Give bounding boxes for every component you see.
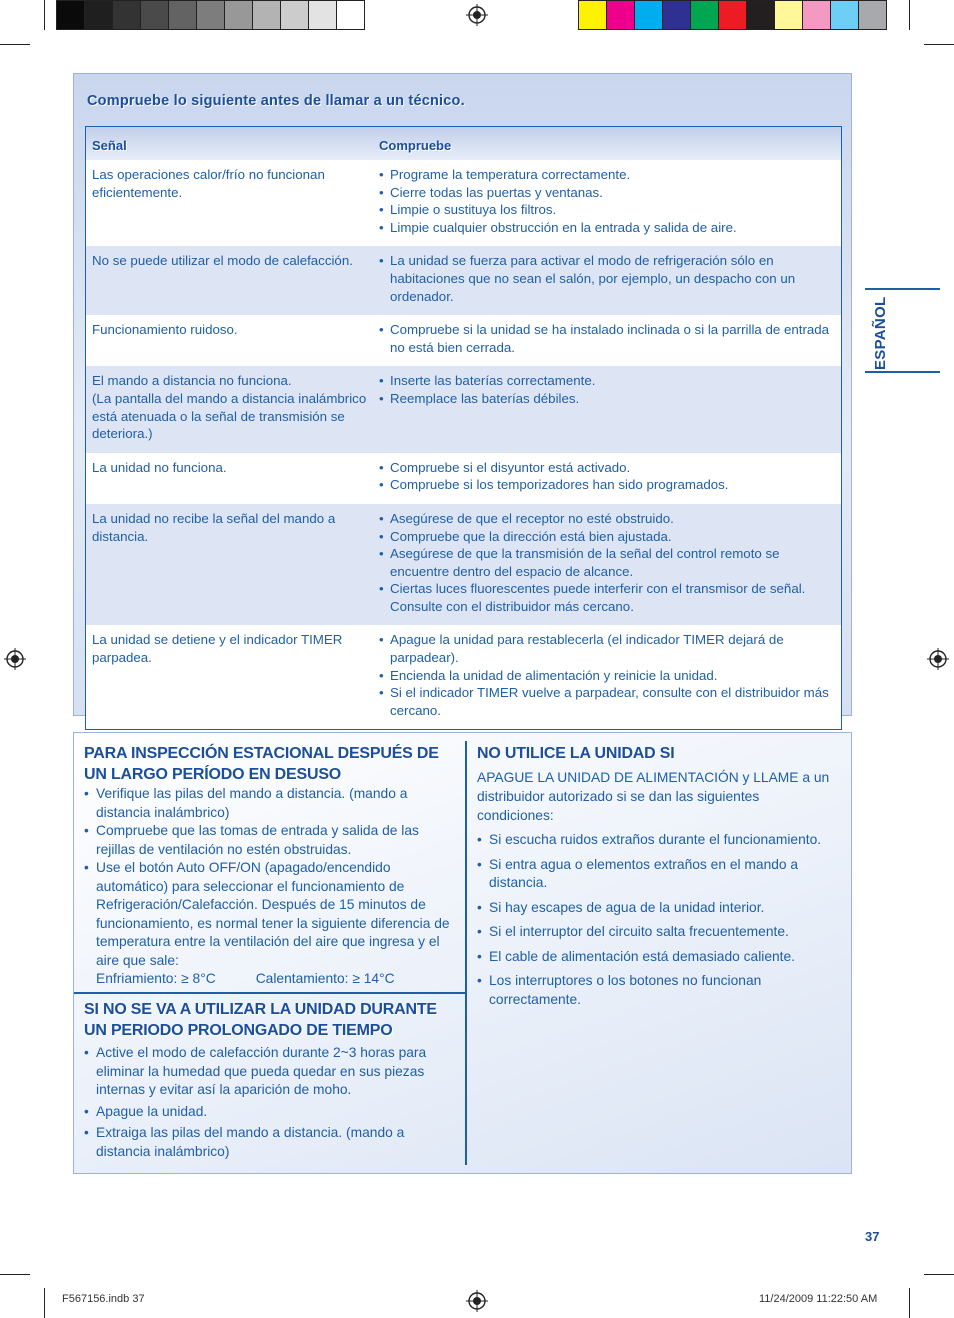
crop-mark [44,1288,45,1318]
do-not-use-intro: APAGUE LA UNIDAD DE ALIMENTACIÓN y LLAME a un distribuidor autorizado si se dan las siguientes condiciones: [477,770,830,823]
signal-cell: Las operaciones calor/frío no funcionan eficientemente. [92,167,325,200]
do-not-use-list [477,831,839,1009]
color-swatch [280,0,309,30]
crop-mark [909,0,910,30]
cooling-difference: Enfriamiento: ≥ 8°C [96,971,216,986]
check-item: • Encienda la unidad de alimentación y reinicie la unidad. [379,667,833,685]
troubleshooting-heading: Compruebe lo siguiente antes de llamar a un técnico. [87,93,465,109]
column-header-check: Compruebe [379,138,452,153]
check-item: • Compruebe si la unidad se ha instalado inclinada o si la parrilla de entrada no está bien cerrada. [379,321,833,356]
maintenance-panel [73,732,852,1174]
registration-mark-icon [466,4,488,26]
check-item: • Apague la unidad para restablecerla (el indicador TIMER dejará de parpadear). [379,631,833,666]
do-not-use-title: NO UTILICE LA UNIDAD SI [477,745,675,762]
color-calibration-bar [578,0,886,30]
table-row [86,453,841,504]
color-swatch [84,0,113,30]
color-swatch [252,0,281,30]
troubleshooting-table [85,126,842,730]
footer-timestamp: 11/24/2009 11:22:50 AM [759,1293,878,1305]
color-swatch [746,0,775,30]
check-item: • Ciertas luces fluorescentes puede interferir con el transmisor de señal. Consulte con el distribuidor más cercano. [379,580,833,615]
signal-cell: El mando a distancia no funciona. (La pantalla del mando a distancia inalámbrico está atenuada o la señal de transmisión se deteriora.) [92,373,367,442]
check-item: • Asegúrese de que el receptor no esté obstruido. [379,510,833,528]
check-cell [379,160,841,246]
list-item: • Apague la unidad. [84,1103,456,1122]
check-cell [379,315,841,366]
temperature-difference [96,970,456,989]
heating-difference: Calentamiento: ≥ 14°C [255,971,395,986]
color-swatch [336,0,365,30]
color-swatch [56,0,85,30]
table-row [86,246,841,315]
check-item: • Limpie cualquier obstrucción en la entrada y salida de aire. [379,219,833,237]
table-header [86,127,841,160]
check-item: • Compruebe que la dirección está bien ajustada. [379,528,833,546]
color-swatch [308,0,337,30]
color-swatch [690,0,719,30]
table-body [86,160,841,729]
list-item: • Si el interruptor del circuito salta frecuentemente. [477,923,839,942]
list-item: • Si entra agua o elementos extraños en el mando a distancia. [477,856,839,893]
check-list [379,510,833,616]
check-item: • La unidad se fuerza para activar el modo de refrigeración sólo en habitaciones que no sean el salón, por ejemplo, un despacho con un ordenador. [379,252,833,305]
color-swatch [662,0,691,30]
check-item: • Compruebe si los temporizadores han sido programados. [379,476,833,494]
signal-cell: La unidad no recibe la señal del mando a distancia. [92,510,336,544]
list-item-text: Use el botón Auto OFF/ON (apagado/encendido automático) para seleccionar el funcionamiento de Refrigeración/Calefacción. Después de 15 minutos de funcionamiento, es normal tener la siguiente diferencia de temperatura entre la ventilación del aire que ingresa y el aire que sale: [96,860,450,968]
check-list [379,321,833,356]
section-divider [74,992,466,994]
table-row [86,160,841,246]
color-swatch [830,0,859,30]
color-swatch [802,0,831,30]
do-not-use-section [477,743,839,1009]
list-item: • Si hay escapes de agua de la unidad interior. [477,899,839,918]
check-item: • Limpie o sustituya los filtros. [379,201,833,219]
crop-mark [924,1274,954,1275]
check-list [379,459,833,494]
long-period-section [84,999,456,1161]
list-item: • Active el modo de calefacción durante 2~3 horas para eliminar la humedad que pueda quedar en sus piezas internas y evitar así la aparición de moho. [84,1044,456,1100]
check-item: • Programe la temperatura correctamente. [379,166,833,184]
crop-mark [909,1288,910,1318]
color-swatch [578,0,607,30]
check-item: • Si el indicador TIMER vuelve a parpadear, consulte con el distribuidor más cercano. [379,684,833,719]
check-item: • Inserte las baterías correctamente. [379,372,833,390]
registration-mark-icon [466,1290,488,1312]
crop-mark [44,0,45,30]
color-swatch [718,0,747,30]
signal-cell: La unidad se detiene y el indicador TIMER parpadea. [92,632,343,666]
language-tab [865,288,940,373]
color-swatch [168,0,197,30]
registration-mark-icon [927,648,949,670]
seasonal-inspection-list [84,785,456,989]
check-item: • Compruebe si el disyuntor está activado. [379,459,833,477]
table-row [86,625,841,729]
signal-cell: Funcionamiento ruidoso. [92,322,238,338]
check-item: • Asegúrese de que la transmisión de la señal del control remoto se encuentre dentro del espacio de alcance. [379,545,833,580]
seasonal-inspection-section [84,743,456,989]
table-row [86,315,841,366]
table-row [86,366,841,452]
check-list [379,631,833,719]
color-swatch [634,0,663,30]
signal-cell: No se puede utilizar el modo de calefacción. [92,253,353,269]
color-swatch [196,0,225,30]
check-list [379,372,833,407]
registration-mark-icon [4,648,26,670]
long-period-title: SI NO SE VA A UTILIZAR LA UNIDAD DURANTE UN PERIODO PROLONGADO DE TIEMPO [84,1001,437,1039]
seasonal-inspection-title: PARA INSPECCIÓN ESTACIONAL DESPUÉS DE UN LARGO PERÍODO EN DESUSO [84,745,439,783]
check-list [379,166,833,236]
check-list [379,252,833,305]
troubleshooting-panel [73,73,852,716]
table-row [86,504,841,626]
page-number: 37 [865,1229,880,1244]
crop-mark [924,44,954,45]
check-cell [379,453,841,504]
list-item: • Los interruptores o los botones no funcionan correctamente. [477,972,839,1009]
crop-mark [0,44,30,45]
list-item: • Extraiga las pilas del mando a distancia. (mando a distancia inalámbrico) [84,1124,456,1161]
check-cell [379,246,841,315]
check-cell [379,625,841,729]
check-cell [379,366,841,452]
color-swatch [224,0,253,30]
check-cell [379,504,841,626]
column-divider [465,741,467,1165]
list-item: • Compruebe que las tomas de entrada y salida de las rejillas de ventilación no estén obstruidas. [84,822,456,859]
color-swatch [140,0,169,30]
list-item: • Si escucha ruidos extraños durante el funcionamiento. [477,831,839,850]
signal-cell: La unidad no funciona. [92,459,227,475]
crop-mark [0,1274,30,1275]
check-item: • Reemplace las baterías débiles. [379,390,833,408]
column-header-signal: Señal [92,138,127,153]
long-period-list [84,1044,456,1161]
grayscale-calibration-bar [56,0,364,30]
list-item: • El cable de alimentación está demasiado caliente. [477,948,839,967]
color-swatch [858,0,887,30]
language-tab-label: ESPAÑOL [872,296,889,370]
color-swatch [112,0,141,30]
color-swatch [774,0,803,30]
list-item: • Verifique las pilas del mando a distancia. (mando a distancia inalámbrico) [84,785,456,822]
check-item: • Cierre todas las puertas y ventanas. [379,184,833,202]
footer-file: F567156.indb 37 [62,1293,145,1305]
list-item [84,859,456,989]
color-swatch [606,0,635,30]
